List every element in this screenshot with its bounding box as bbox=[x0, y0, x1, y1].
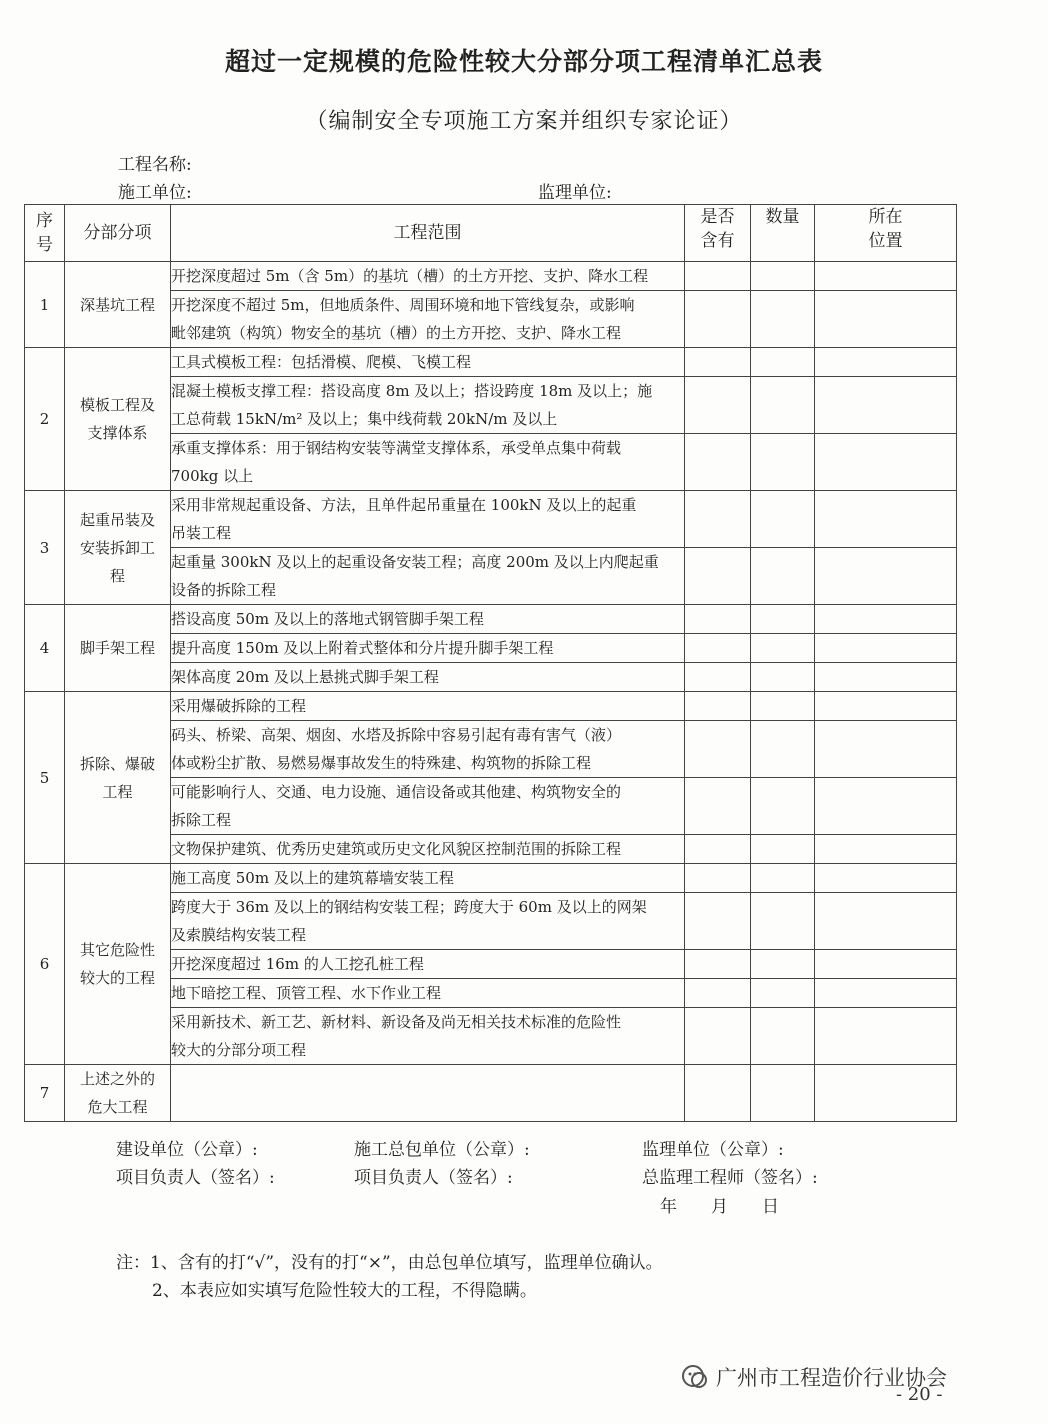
quantity-cell[interactable] bbox=[751, 348, 815, 377]
scope-line: 吊装工程 bbox=[171, 524, 232, 542]
scope-line: 施工高度 50m 及以上的建筑幕墙安装工程 bbox=[171, 869, 454, 887]
scope-line: 文物保护建筑、优秀历史建筑或历史文化风貌区控制范围的拆除工程 bbox=[171, 840, 622, 858]
contractor-unit-seal: 施工总包单位（公章）: bbox=[354, 1140, 530, 1160]
location-cell[interactable] bbox=[815, 721, 957, 778]
category-line: 工程 bbox=[102, 782, 133, 801]
watermark-text: 广州市工程造价行业协会 bbox=[716, 1366, 947, 1390]
scope-line: 开挖深度超过 5m（含 5m）的基坑（槽）的土方开挖、支护、降水工程 bbox=[171, 267, 649, 285]
row-category bbox=[65, 692, 171, 864]
scope-line: 跨度大于 36m 及以上的钢结构安装工程；跨度大于 60m 及以上的网架 bbox=[171, 898, 647, 916]
included-cell[interactable] bbox=[685, 692, 751, 721]
category-line: 其它危险性 bbox=[79, 941, 155, 959]
note-2: 2、本表应如实填写危险性较大的工程，不得隐瞒。 bbox=[152, 1281, 537, 1301]
category-line: 模板工程及 bbox=[79, 396, 155, 414]
location-cell[interactable] bbox=[815, 778, 957, 835]
row-scope bbox=[171, 262, 685, 291]
included-cell[interactable] bbox=[685, 721, 751, 778]
row-category bbox=[65, 262, 171, 348]
header-included: 是否 含有 bbox=[685, 205, 751, 262]
header-scope: 工程范围 bbox=[171, 205, 685, 262]
scope-line: 开挖深度超过 16m 的人工挖孔桩工程 bbox=[171, 955, 424, 973]
quantity-cell[interactable] bbox=[751, 605, 815, 634]
location-cell[interactable] bbox=[815, 692, 957, 721]
category-line: 起重吊装及 bbox=[79, 510, 155, 529]
row-scope bbox=[171, 893, 685, 950]
signature-date: 年 月 日 bbox=[660, 1197, 779, 1217]
row-scope bbox=[171, 721, 685, 778]
location-cell[interactable] bbox=[815, 950, 957, 979]
quantity-cell[interactable] bbox=[751, 1065, 815, 1122]
quantity-cell[interactable] bbox=[751, 491, 815, 548]
location-cell[interactable] bbox=[815, 605, 957, 634]
row-scope bbox=[171, 291, 685, 348]
row-scope bbox=[171, 1008, 685, 1065]
location-cell[interactable] bbox=[815, 979, 957, 1008]
row-category bbox=[65, 348, 171, 491]
included-cell[interactable] bbox=[685, 778, 751, 835]
row-category bbox=[65, 605, 171, 692]
row-seq: 6 bbox=[25, 864, 65, 1065]
scope-line: 工具式模板工程：包括滑模、爬模、飞模工程 bbox=[171, 353, 472, 371]
row-scope bbox=[171, 835, 685, 864]
row-scope bbox=[171, 864, 685, 893]
table-header-row bbox=[25, 205, 957, 262]
category-line: 较大的工程 bbox=[79, 969, 155, 987]
location-cell[interactable] bbox=[815, 1008, 957, 1065]
included-cell[interactable] bbox=[685, 262, 751, 291]
location-cell[interactable] bbox=[815, 663, 957, 692]
included-cell[interactable] bbox=[685, 491, 751, 548]
row-scope bbox=[171, 634, 685, 663]
table-row bbox=[25, 692, 957, 721]
included-cell[interactable] bbox=[685, 377, 751, 434]
scope-line: 架体高度 20m 及以上悬挑式脚手架工程 bbox=[171, 668, 439, 686]
row-scope bbox=[171, 778, 685, 835]
location-cell[interactable] bbox=[815, 291, 957, 348]
included-cell[interactable] bbox=[685, 291, 751, 348]
scope-line: 码头、桥梁、高架、烟囱、水塔及拆除中容易引起有毒有害气（液） bbox=[171, 726, 622, 744]
owner-project-lead: 项目负责人（签名）: bbox=[116, 1168, 275, 1188]
scope-line: 及索膜结构安装工程 bbox=[171, 926, 307, 944]
location-cell[interactable] bbox=[815, 348, 957, 377]
included-cell[interactable] bbox=[685, 893, 751, 950]
wechat-icon bbox=[680, 1362, 710, 1392]
row-scope bbox=[171, 979, 685, 1008]
row-scope bbox=[171, 1065, 685, 1122]
supervision-unit-label: 监理单位: bbox=[538, 183, 612, 203]
row-seq: 2 bbox=[25, 348, 65, 491]
scope-line: 工总荷载 15kN/m² 及以上；集中线荷载 20kN/m 及以上 bbox=[171, 410, 558, 428]
row-scope bbox=[171, 950, 685, 979]
included-cell[interactable] bbox=[685, 864, 751, 893]
included-cell[interactable] bbox=[685, 1008, 751, 1065]
scope-line: 搭设高度 50m 及以上的落地式钢管脚手架工程 bbox=[171, 610, 484, 628]
location-cell[interactable] bbox=[815, 262, 957, 291]
scope-line: 700kg 以上 bbox=[171, 467, 254, 485]
quantity-cell[interactable] bbox=[751, 864, 815, 893]
table-row bbox=[25, 491, 957, 548]
row-scope bbox=[171, 692, 685, 721]
quantity-cell[interactable] bbox=[751, 434, 815, 491]
table-row bbox=[25, 1065, 957, 1122]
quantity-cell[interactable] bbox=[751, 692, 815, 721]
document-title: 超过一定规模的危险性较大分部分项工程清单汇总表 bbox=[224, 47, 823, 76]
row-category bbox=[65, 491, 171, 605]
contractor-project-lead: 项目负责人（签名）: bbox=[354, 1168, 513, 1188]
construction-unit-label: 施工单位: bbox=[118, 183, 192, 203]
table-row bbox=[25, 262, 957, 291]
quantity-cell[interactable] bbox=[751, 548, 815, 605]
row-seq: 5 bbox=[25, 692, 65, 864]
row-scope bbox=[171, 434, 685, 491]
quantity-cell[interactable] bbox=[751, 1008, 815, 1065]
included-cell[interactable] bbox=[685, 348, 751, 377]
included-cell[interactable] bbox=[685, 835, 751, 864]
row-category bbox=[65, 864, 171, 1065]
row-seq: 1 bbox=[25, 262, 65, 348]
scope-line: 较大的分部分项工程 bbox=[171, 1041, 307, 1059]
location-cell[interactable] bbox=[815, 491, 957, 548]
scope-line: 可能影响行人、交通、电力设施、通信设备或其他建、构筑物安全的 bbox=[171, 783, 622, 801]
location-cell[interactable] bbox=[815, 864, 957, 893]
included-cell[interactable] bbox=[685, 979, 751, 1008]
row-scope bbox=[171, 548, 685, 605]
quantity-cell[interactable] bbox=[751, 377, 815, 434]
project-name-label: 工程名称: bbox=[118, 155, 192, 175]
row-scope bbox=[171, 377, 685, 434]
location-cell[interactable] bbox=[815, 893, 957, 950]
scope-line: 混凝土模板支撑工程：搭设高度 8m 及以上；搭设跨度 18m 及以上；施 bbox=[171, 382, 653, 400]
table-row bbox=[25, 864, 957, 893]
category-line: 支撑体系 bbox=[87, 424, 148, 442]
included-cell[interactable] bbox=[685, 1065, 751, 1122]
header-location: 所在 位置 bbox=[815, 205, 957, 262]
row-category bbox=[65, 1065, 171, 1122]
location-cell[interactable] bbox=[815, 835, 957, 864]
location-cell[interactable] bbox=[815, 634, 957, 663]
scope-line: 体或粉尘扩散、易燃易爆事故发生的特殊建、构筑物的拆除工程 bbox=[171, 754, 592, 772]
scope-line: 采用爆破拆除的工程 bbox=[171, 697, 307, 715]
supervision-unit-seal: 监理单位（公章）: bbox=[642, 1140, 784, 1160]
scope-line: 拆除工程 bbox=[171, 811, 232, 829]
hazard-table bbox=[24, 204, 957, 1122]
scope-line: 毗邻建筑（构筑）物安全的基坑（槽）的土方开挖、支护、降水工程 bbox=[171, 324, 622, 342]
row-seq: 3 bbox=[25, 491, 65, 605]
row-seq: 4 bbox=[25, 605, 65, 692]
document-subtitle: （编制安全专项施工方案并组织专家论证） bbox=[305, 109, 743, 134]
scope-line: 承重支撑体系：用于钢结构安装等满堂支撑体系，承受单点集中荷载 bbox=[171, 439, 622, 457]
included-cell[interactable] bbox=[685, 663, 751, 692]
row-scope bbox=[171, 605, 685, 634]
location-cell[interactable] bbox=[815, 377, 957, 434]
scope-line: 设备的拆除工程 bbox=[171, 581, 277, 599]
quantity-cell[interactable] bbox=[751, 634, 815, 663]
location-cell[interactable] bbox=[815, 1065, 957, 1122]
row-scope bbox=[171, 663, 685, 692]
scope-line: 开挖深度不超过 5m，但地质条件、周围环境和地下管线复杂，或影响 bbox=[171, 296, 635, 314]
quantity-cell[interactable] bbox=[751, 950, 815, 979]
row-scope bbox=[171, 491, 685, 548]
row-seq: 7 bbox=[25, 1065, 65, 1122]
included-cell[interactable] bbox=[685, 605, 751, 634]
quantity-cell[interactable] bbox=[751, 893, 815, 950]
location-cell[interactable] bbox=[815, 434, 957, 491]
category-line: 上述之外的 bbox=[79, 1070, 155, 1088]
quantity-cell[interactable] bbox=[751, 721, 815, 778]
included-cell[interactable] bbox=[685, 434, 751, 491]
category-line: 拆除、爆破 bbox=[79, 754, 155, 773]
category-line: 脚手架工程 bbox=[79, 639, 155, 657]
table-row bbox=[25, 348, 957, 377]
scope-line: 采用非常规起重设备、方法，且单件起吊重量在 100kN 及以上的起重 bbox=[171, 496, 637, 514]
table-row bbox=[25, 605, 957, 634]
category-line: 程 bbox=[109, 566, 125, 585]
category-line: 危大工程 bbox=[87, 1098, 148, 1116]
chief-supervisor-signature: 总监理工程师（签名）: bbox=[642, 1168, 818, 1188]
header-quantity: 数量 bbox=[751, 205, 815, 262]
note-1: 注：1、含有的打“√”，没有的打“×”，由总包单位填写，监理单位确认。 bbox=[116, 1253, 663, 1273]
row-scope bbox=[171, 348, 685, 377]
header-seq: 序 号 bbox=[25, 205, 65, 262]
included-cell[interactable] bbox=[685, 950, 751, 979]
category-line: 深基坑工程 bbox=[79, 295, 155, 314]
page-number: - 20 - bbox=[896, 1384, 943, 1405]
quantity-cell[interactable] bbox=[751, 835, 815, 864]
quantity-cell[interactable] bbox=[751, 778, 815, 835]
scope-line: 提升高度 150m 及以上附着式整体和分片提升脚手架工程 bbox=[171, 639, 554, 657]
included-cell[interactable] bbox=[685, 548, 751, 605]
scope-line: 地下暗挖工程、顶管工程、水下作业工程 bbox=[171, 984, 442, 1002]
scope-line: 起重量 300kN 及以上的起重设备安装工程；高度 200m 及以上内爬起重 bbox=[171, 553, 659, 571]
quantity-cell[interactable] bbox=[751, 663, 815, 692]
quantity-cell[interactable] bbox=[751, 291, 815, 348]
category-line: 安装拆卸工 bbox=[79, 538, 155, 557]
location-cell[interactable] bbox=[815, 548, 957, 605]
owner-unit-seal: 建设单位（公章）: bbox=[116, 1140, 258, 1160]
included-cell[interactable] bbox=[685, 634, 751, 663]
quantity-cell[interactable] bbox=[751, 979, 815, 1008]
quantity-cell[interactable] bbox=[751, 262, 815, 291]
header-category: 分部分项 bbox=[65, 205, 171, 262]
scope-line: 采用新技术、新工艺、新材料、新设备及尚无相关技术标准的危险性 bbox=[171, 1013, 622, 1031]
